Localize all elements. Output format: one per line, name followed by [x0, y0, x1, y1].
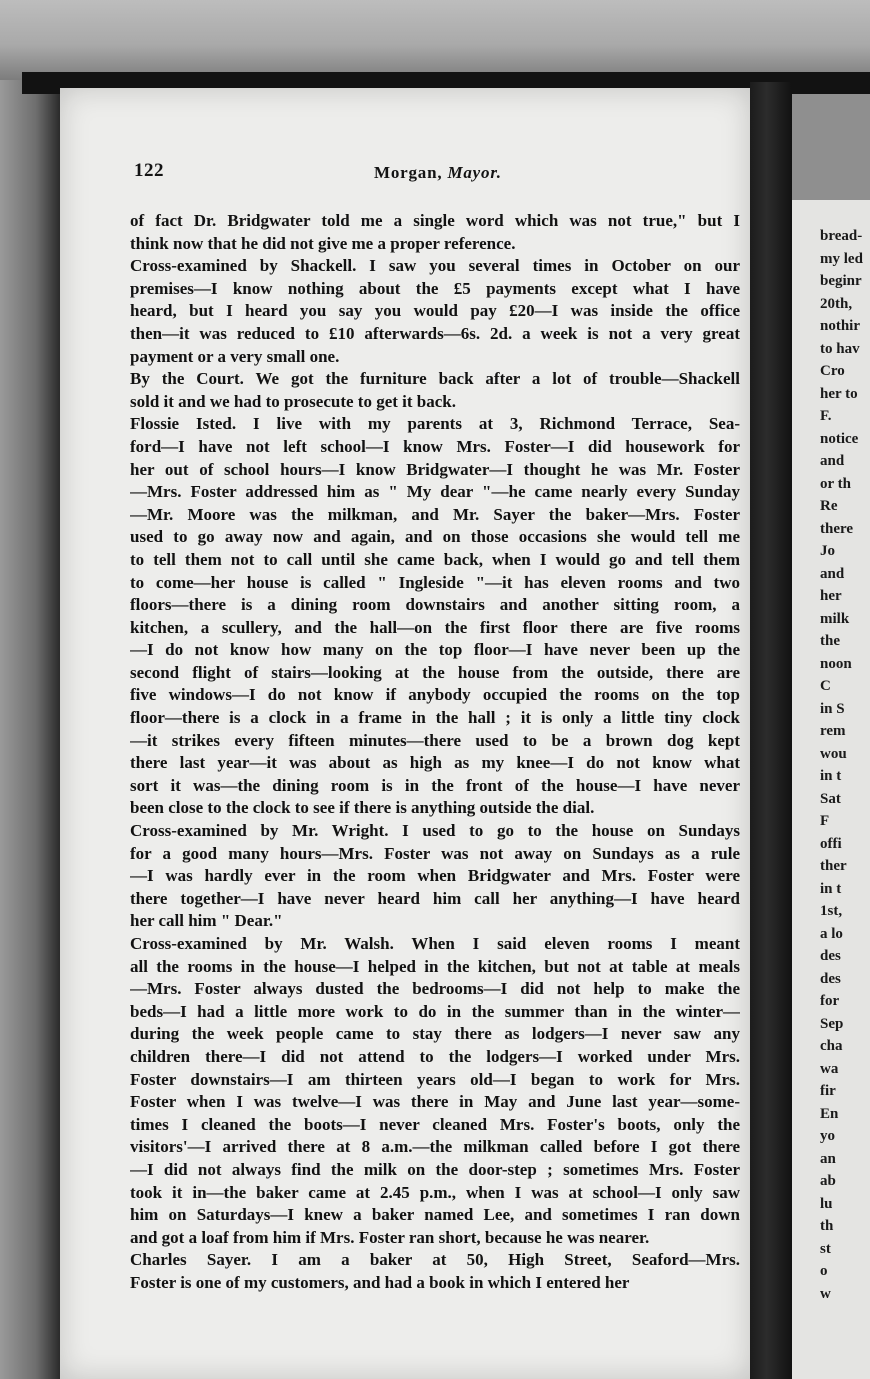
facing-line-fragment: her [820, 588, 842, 604]
text-line: to come—her house is called " Ingleside "—it has eleven rooms and two [130, 572, 740, 592]
facing-line-fragment: noon [820, 655, 852, 672]
text-line: there together—I have never heard him call her anything—I have heard [130, 888, 740, 908]
facing-line-fragment: rem [820, 723, 846, 739]
facing-line-fragment: to hav [820, 340, 860, 357]
text-line: kitchen, a scullery, and the hall—on the first floor there are five rooms [130, 617, 740, 637]
running-head-name: Morgan, [374, 163, 443, 182]
facing-line-fragment: F [820, 813, 830, 829]
facing-line-fragment: and [820, 453, 845, 469]
facing-line-fragment: Sat [820, 790, 841, 807]
text-line: Cross-examined by Shackell. I saw you several times in October on our [130, 256, 740, 276]
text-line: beds—I had a little more work to do in the summer than in the winter— [130, 1001, 740, 1021]
text-line: —Mrs. Foster always dusted the bedrooms—I did not help to make the [130, 979, 740, 999]
facing-line-fragment: an [820, 1150, 836, 1167]
text-line: —Mr. Moore was the milkman, and Mr. Sayer the baker—Mrs. Foster [130, 504, 740, 524]
running-head [374, 163, 502, 183]
facing-line-fragment: my led [820, 250, 863, 267]
facing-line-fragment: and [820, 565, 845, 582]
text-line: and got a loaf from him if Mrs. Foster ran short, because he was nearer. [130, 1227, 650, 1247]
text-line: premises—I know nothing about the £5 payments except what I have [130, 278, 740, 298]
facing-line-fragment: des [820, 970, 841, 987]
facing-line-fragment: F. [820, 408, 832, 424]
text-line: heard, but I heard you say you would pay £20—I was inside the office [130, 301, 740, 321]
text-line: times I cleaned the boots—I never cleaned Mrs. Foster's boots, only the [130, 1114, 740, 1134]
facing-line-fragment: w [820, 1285, 831, 1302]
text-line: second flight of stairs—looking at the house from the outside, there are [130, 662, 740, 682]
facing-line-fragment: st [820, 1240, 831, 1257]
facing-line-fragment: 1st, [820, 903, 843, 919]
text-line: took it in—the baker came at 2.45 p.m., when I was at school—I only saw [130, 1182, 740, 1202]
text-line: floors—there is a dining room downstairs and another sitting room, a [130, 595, 740, 615]
text-line: Cross-examined by Mr. Walsh. When I said eleven rooms I meant [130, 934, 740, 953]
facing-line-fragment: 20th, [820, 295, 853, 312]
facing-line-fragment: fir [820, 1083, 836, 1099]
text-line: Charles Sayer. I am a baker at 50, High Street, Seaford—Mrs. [130, 1250, 740, 1270]
facing-line-fragment: a lo [820, 925, 843, 942]
text-line: sold it and we had to prosecute to get it back. [130, 391, 456, 411]
text-line: visitors'—I arrived there at 8 a.m.—the milkman called before I got there [130, 1137, 740, 1157]
scan-top-margin [0, 0, 870, 82]
text-line: used to go away now and again, and on those occasions she would tell me [130, 527, 740, 547]
text-line: By the Court. We got the furniture back after a lot of trouble—Shackell [130, 369, 740, 389]
facing-line-fragment: Sep [820, 1015, 844, 1032]
facing-line-fragment: or th [820, 475, 851, 492]
text-line: of fact Dr. Bridgwater told me a single word which was not true," but I [130, 211, 740, 230]
text-line: been close to the clock to see if there is anything outside the dial. [130, 798, 595, 818]
text-line: there last year—it was about as high as my knee—I do not know what [130, 753, 740, 773]
text-line: to tell them not to call until she came back, when I would go and tell them [130, 549, 740, 569]
text-line: think now that he did not give me a proper reference. [130, 233, 516, 253]
text-line: Cross-examined by Mr. Wright. I used to go to the house on Sundays [130, 821, 740, 841]
facing-line-fragment: in t [820, 880, 842, 897]
text-line: payment or a very small one. [130, 346, 340, 366]
facing-line-fragment: bread- [820, 228, 863, 244]
scan-left-edge [0, 80, 60, 1379]
body-text [130, 210, 740, 1295]
facing-line-fragment: her to [820, 385, 858, 402]
facing-line-fragment: Re [820, 498, 838, 514]
text-line: ford—I have not left school—I know Mrs. Foster—I did housework for [130, 436, 740, 456]
text-line: him on Saturdays—I knew a baker named Lee, and sometimes I ran down [130, 1205, 740, 1225]
facing-line-fragment: in t [820, 768, 842, 784]
text-line: all the rooms in the house—I helped in the kitchen, but not at table at meals [130, 956, 740, 976]
facing-line-fragment: the [820, 633, 840, 649]
facing-line-fragment: nothir [820, 318, 861, 334]
text-line: Flossie Isted. I live with my parents at 3, Richmond Terrace, Sea- [130, 414, 740, 434]
text-line: during the week people came to stay there as lodgers—I never saw any [130, 1024, 740, 1044]
facing-line-fragment: C [820, 678, 831, 694]
facing-line-fragment: in S [820, 700, 845, 717]
facing-line-fragment: cha [820, 1038, 843, 1054]
facing-line-fragment: th [820, 1218, 834, 1234]
facing-line-fragment: yo [820, 1128, 835, 1144]
facing-line-fragment: beginr [820, 273, 862, 289]
book-gutter [750, 82, 792, 1379]
facing-line-fragment: ab [820, 1173, 836, 1189]
facing-line-fragment: milk [820, 610, 850, 627]
text-line: floor—there is a clock in a frame in the hall ; it is only a little tiny clock [130, 708, 740, 728]
text-line: five windows—I do not know if anybody occupied the rooms on the top [130, 685, 740, 705]
text-line: —it strikes every fifteen minutes—there used to be a brown dog kept [130, 730, 740, 750]
text-line: her out of school hours—I know Bridgwater—I thought he was Mr. Foster [130, 459, 740, 479]
text-line: Foster when I was twelve—I was there in May and June last year—some- [130, 1092, 740, 1112]
facing-line-fragment: En [820, 1105, 839, 1122]
text-line: —Mrs. Foster addressed him as " My dear "—he came nearly every Sunday [130, 482, 740, 502]
facing-line-fragment: ther [820, 858, 847, 874]
facing-line-fragment: Cro [820, 363, 845, 379]
facing-line-fragment: lu [820, 1195, 833, 1212]
facing-line-fragment: wa [820, 1060, 839, 1077]
facing-line-fragment: for [820, 993, 840, 1009]
text-line: for a good many hours—Mrs. Foster was not away on Sundays as a rule [130, 843, 740, 863]
facing-line-fragment: des [820, 948, 841, 964]
running-head-title: Mayor. [447, 163, 502, 182]
text-line: Foster is one of my customers, and had a book in which I entered her [130, 1272, 630, 1292]
text-line: —I did not always find the milk on the door-step ; sometimes Mrs. Foster [130, 1159, 740, 1179]
text-line: children there—I did not attend to the lodgers—I worked under Mrs. [130, 1046, 740, 1066]
text-line: then—it was reduced to £10 afterwards—6s. 2d. a week is not a very great [130, 323, 740, 343]
facing-page-text [820, 225, 870, 1305]
text-line: —I was hardly ever in the room when Bridgwater and Mrs. Foster were [130, 866, 740, 886]
text-line: Foster downstairs—I am thirteen years old—I began to work for Mrs. [130, 1069, 740, 1089]
page-number: 122 [134, 160, 164, 181]
text-line: sort it was—the dining room is in the front of the house—I have never [130, 775, 740, 795]
facing-line-fragment: wou [820, 745, 847, 762]
facing-line-fragment: there [820, 520, 854, 537]
page-header [134, 160, 738, 188]
facing-line-fragment: o [820, 1263, 828, 1279]
facing-line-fragment: offi [820, 835, 842, 852]
text-line: —I do not know how many on the top floor—I have never been up the [130, 640, 740, 660]
facing-line-fragment: Jo [820, 543, 835, 559]
facing-line-fragment: notice [820, 430, 859, 447]
text-line: her call him " Dear." [130, 911, 283, 931]
